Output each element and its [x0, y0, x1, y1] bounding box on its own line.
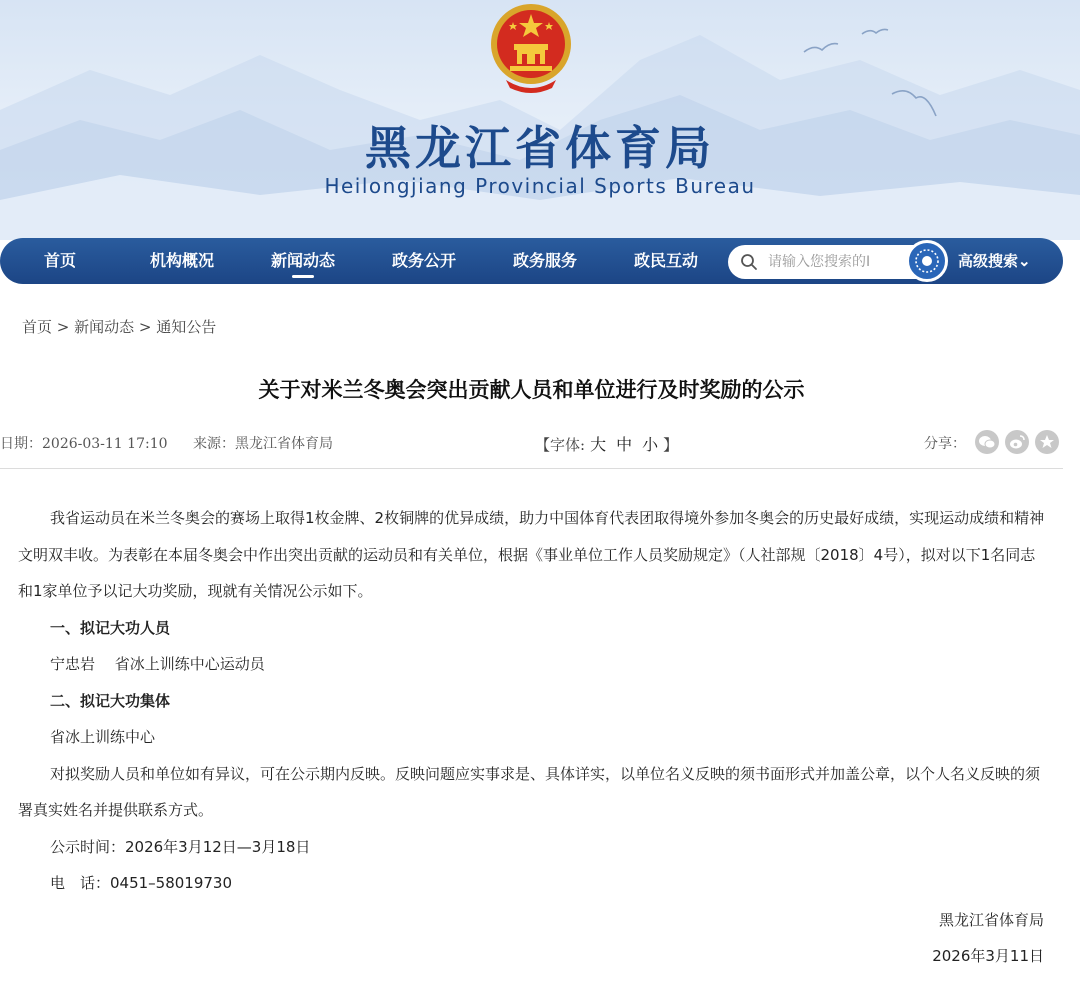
nav-home[interactable]: 首页 — [43, 251, 76, 270]
font-size-control — [535, 432, 678, 455]
site-title: 黑龙江省体育局 — [365, 121, 715, 175]
awarded-unit: 省冰上训练中心 — [50, 728, 156, 746]
main-nav — [0, 238, 1063, 284]
font-label-close: 】 — [663, 436, 679, 454]
publicity-period: 公示时间：2026年3月12日—3月18日 — [50, 837, 311, 856]
contact-phone: 电 话：0451–58019730 — [50, 874, 233, 892]
article-meta — [0, 430, 1080, 456]
favorite-icon[interactable] — [1035, 430, 1059, 454]
share-label: 分享： — [924, 436, 966, 452]
wechat-icon[interactable] — [975, 430, 999, 454]
site-title-en: Heilongjiang Provincial Sports Bureau — [324, 174, 756, 198]
font-label-open: 【字体: — [535, 436, 586, 454]
article-date: 日期：2026-03-11 17:10 — [0, 436, 168, 452]
meta-divider — [0, 468, 1063, 469]
search-input[interactable] — [768, 251, 916, 273]
search-box — [728, 245, 923, 279]
font-small-button[interactable]: 小 — [642, 435, 659, 454]
advanced-search-link[interactable]: 高级搜索⌄ — [958, 252, 1031, 270]
breadcrumb[interactable]: 首页 > 新闻动态 > 通知公告 — [22, 318, 217, 336]
article-source: 来源：黑龙江省体育局 — [193, 436, 333, 452]
awarded-person: 宁忠岩 省冰上训练中心运动员 — [50, 655, 265, 673]
search-icon — [740, 253, 758, 271]
section-heading-units: 二、拟记大功集体 — [50, 691, 171, 710]
search-button[interactable] — [906, 240, 948, 282]
nav-news[interactable]: 新闻动态 — [261, 238, 345, 284]
nav-interaction[interactable]: 政民互动 — [633, 251, 698, 270]
national-emblem-icon — [486, 0, 576, 96]
intro-paragraph: 我省运动员在米兰冬奥会的赛场上取得1枚金牌、2枚铜牌的优异成绩，助力中国体育代表团取得境外参加冬奥会的历史最好成绩，实现运动成绩和精神文明双丰收。为表彰在本届冬奥会中作出突出贡献的运动员和有关单位，根据《事业单位工作人员奖励规定》（人社部规〔2018〕4号），拟对以下1名同志和1家单位予以记大功奖励，现就有关情况公示如下。 — [18, 509, 1045, 600]
nav-gov-services[interactable]: 政务服务 — [512, 251, 577, 270]
nav-organization[interactable]: 机构概况 — [149, 251, 214, 270]
header-banner — [0, 0, 1080, 240]
objection-paragraph: 对拟奖励人员和单位如有异议，可在公示期内反映。反映问题应实事求是、具体详实，以单位名义反映的须书面形式并加盖公章，以个人名义反映的须署真实姓名并提供联系方式。 — [18, 764, 1041, 819]
font-large-button[interactable]: 大 — [590, 435, 607, 454]
article-body — [18, 500, 1048, 975]
nav-gov-affairs[interactable]: 政务公开 — [391, 251, 456, 270]
weibo-icon[interactable] — [1005, 430, 1029, 454]
signer: 黑龙江省体育局 — [938, 910, 1044, 929]
emblem-search-icon — [909, 243, 945, 279]
font-medium-button[interactable]: 中 — [616, 435, 633, 454]
sign-date: 2026年3月11日 — [932, 947, 1044, 965]
section-heading-persons: 一、拟记大功人员 — [50, 618, 171, 637]
article-title: 关于对米兰冬奥会突出贡献人员和单位进行及时奖励的公示 — [258, 377, 805, 402]
